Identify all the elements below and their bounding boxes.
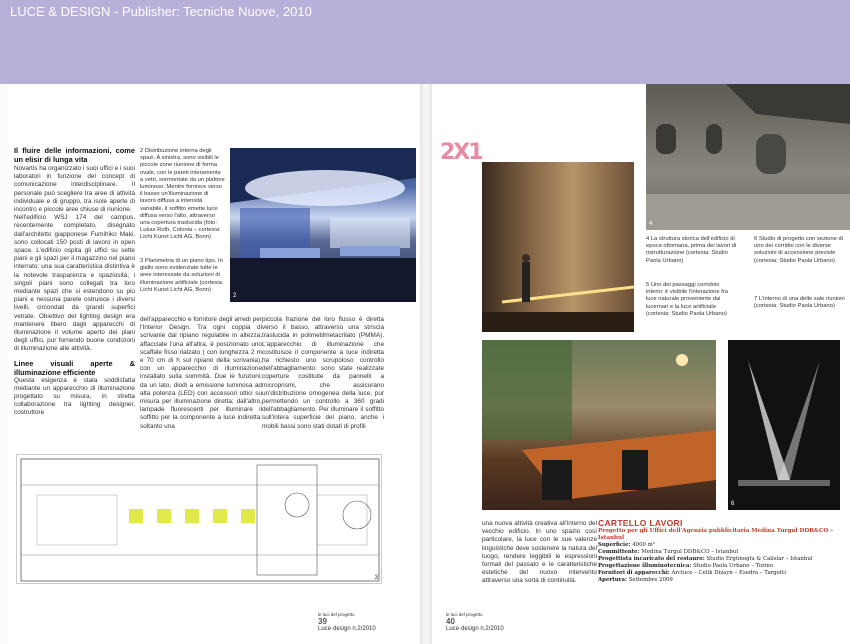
photo-number: 2 — [233, 293, 237, 299]
photo-number: 3 — [374, 575, 378, 581]
right-column-text: una nuova attività creativa all'interno del vecchio edificio. In uno spazio così particolare, la luce con le sue valenze linguistiche deve sostenere la natura del luogo, rendere leggibili le espressioni formali del passato e le caratteristiche estetiche del nuovo intervento attraverso una sorta di continuità. — [482, 520, 597, 585]
photo-meeting-room — [482, 340, 716, 510]
caption-7: 7 L'interno di una delle sale riunioni (cortesia: Studio Paola Urbano) — [754, 296, 845, 310]
paragraph: Questa esigenza è stata soddisfatta mediante un apparecchio di illuminazione progettato su misura, in stretta collaborazione tra lighting designer, costruttore — [14, 376, 135, 417]
section-heading: Linee visuali aperte & illuminazione efficiente — [14, 358, 135, 377]
publication-title: LUCE & DESIGN - Publisher: Tecniche Nuove, 2010 — [10, 4, 312, 19]
page-folio — [446, 612, 546, 632]
credits-row — [598, 563, 843, 570]
section-logo: 2X1 — [440, 140, 482, 165]
paragraph: Novartis ha organizzato i suoi uffici e i suoi laboratori in funzione del concept di comunicazione interdisciplinare. Il personale può scegliere tra aree di attività individuale e di gruppo, tra isole aperte di incontro e piccole aree chiuse di riunione. — [14, 165, 135, 214]
page-gutter — [420, 84, 432, 644]
caption-4: 4 La struttura storica dell'edificio di epoca ottomana, prima dei lavori di ristrutturazione (cortesia: Studio Paola Urbano) — [646, 236, 737, 264]
page-number: 39 — [318, 617, 327, 626]
left-column-2: dell'apparecchio e fornitore degli arredi per l'Interior Design. Tra ogni coppia di scrivanie dal ripiano regolabile in altezza, affacciate l'una all'altra, è posizionato uno scaffale fisso rialzato ( con lunghezza 2 m e 70 cm di h sul ripiano della scrivania), con un apparecchio di illuminazione installato sulla sommità. Due le funzioni: da un lato, diodi a emissione luminosa ad alta potenza (LED) con accessori ottici su misura per illuminazione diretta; dall'altro, lampade fluorescenti per illuminare il soffitto per la componente a luce indiretta: soltanto una — [140, 316, 262, 430]
floor-plan-graphic — [17, 455, 382, 584]
viewer-header — [0, 0, 850, 84]
credits-value: Arcluce – Celik Dizayn – Esedra – Targetti — [671, 570, 786, 576]
photo-office-interior — [230, 148, 416, 302]
credits-row — [598, 556, 843, 563]
magazine-spread — [0, 84, 850, 644]
photo-meeting-graphic — [482, 340, 716, 510]
folio-brand: Luce·design n.2/2010 — [446, 626, 504, 632]
photo-number: 4 — [649, 221, 653, 227]
page-number: 40 — [446, 617, 455, 626]
project-credits-box — [598, 518, 843, 584]
folio-tag: le luci del progetto — [446, 612, 483, 617]
photo-corridor-graphic — [482, 162, 634, 332]
article-heading: Il fluire delle informazioni, come un elisir di lunga vita — [14, 146, 135, 164]
left-column-3: piccola frazione del loro flusso è diretta verso il basso, attraverso una striscia traslucida in polimetilmetacrilato (PMMA). L'apparecchio di illuminazione che costituisce il componente a luce indiretta ha richiesto uno scrupoloso controllo dell'abbagliamento: sono state realizzate coperture costituite da pannelli a microprismi, che assicurano un'distribuzione omogenea della luce, pur permettendo un controllo a 360 gradi dell'abbagliamento. Per illuminare il soffitto sull'intera superficie del piano, anche i mobili bassi sono stati dotati di profili — [262, 316, 384, 430]
paragraph: Nell'edificio WSJ 174 del campus, recentemente completato, disegnato dall'architetto giapponese Fumihiko Maki, sono collocati 150 posti di lavoro in open space. L'edificio ospita gli uffici su sette piani e gli spazi per il magazzino nel piano interrato: una sua caratteristica distintiva è la notevole trasparenza e spaziosità; i singoli piani sono collegati tra loro mediante spazi che si estendono su più piani e nessuna parete ostruisce i diversi livelli, circondati da grandi superfici vetrate. Obiettivo del lighting design era mantenere libero dagli apparecchi di illuminazione il volume aperto dei piani degli uffici, pur fornendo buone condizioni di illuminazione alle attività. — [14, 214, 135, 353]
folio-tag: le luci del progetto — [318, 612, 355, 617]
credits-value: 4000 m² — [632, 542, 655, 548]
caption-3: 3 Planimetria di un piano tipo. In giallo sono evidenziate tutte le aree interessate da soluzioni di illuminazione artificiale (cortesia: Licht Kunst Licht AG, Bonn) — [140, 258, 224, 293]
credits-label: Committente: — [598, 549, 640, 555]
credits-row — [598, 570, 843, 577]
page-folio — [318, 612, 418, 632]
credits-label: Progettazione illuminotecnica: — [598, 563, 692, 569]
left-column-1 — [14, 146, 135, 418]
credits-label: Progettista incaricato del restauro: — [598, 556, 705, 562]
photo-section-graphic — [728, 340, 840, 510]
credits-title: CARTELLO LAVORI — [598, 518, 683, 528]
credits-label: Apertura: — [598, 577, 627, 583]
credits-value: Studio Ergünoglu & Calislar – Istanbul — [706, 556, 813, 562]
credits-row — [598, 549, 843, 556]
credits-label: Fornitori di apparecchi: — [598, 570, 670, 576]
photo-historic-graphic — [646, 84, 850, 230]
credits-value: Medina Turgul DDB&CO – Istanbul — [641, 549, 739, 555]
photo-number: 6 — [731, 501, 735, 507]
caption-2: 2 Distribuzione interna degli spazi. A sinistra, sono visibili le piccole zone riunione di forma ovale, con le pareti interamente a vetri, sormontate da un plafone luminoso. Mentre fornisce verso il basso un'illuminazione di lavoro diffusa a intensità variabile, il soffitto emette luce diffusa verso l'alto, attraverso una copertura traslucida (foto: Lukas Roth, Colonia – cortesia: Licht Kunst Licht AG, Bonn) — [140, 148, 225, 241]
credits-value: Settembre 2009 — [628, 577, 673, 583]
folio-brand: Luce·design n.2/2010 — [318, 626, 376, 632]
floor-plan — [16, 454, 382, 584]
credits-row — [598, 542, 843, 549]
photo-corridor — [482, 162, 634, 332]
credits-label: Superficie: — [598, 542, 631, 548]
photo-section-drawing — [728, 340, 840, 510]
page-39 — [8, 84, 420, 644]
credits-subtitle: Progetto per gli Uffici dell'Agenzia pubblicitaria Medina Turgul DDB&CO – Istanbul — [598, 528, 834, 541]
credits-value: Studio Paola Urbano – Torino — [693, 563, 774, 569]
photo-historic-structure — [646, 84, 850, 230]
photo-office-graphic — [230, 148, 416, 302]
credits-row — [598, 577, 843, 584]
caption-6: 6 Studio di progetto con sezione di uno dei corridoi con le diverse soluzioni di accensione previste (cortesia: Studio Paola Urbano) — [754, 236, 843, 264]
caption-5: 5 Uno dei passaggi corridoio interni: è visibile l'interazione fra luce naturale proveniente dai lucernari e la luce artificiale (cortesia: Studio Paola Urbano) — [646, 282, 728, 317]
